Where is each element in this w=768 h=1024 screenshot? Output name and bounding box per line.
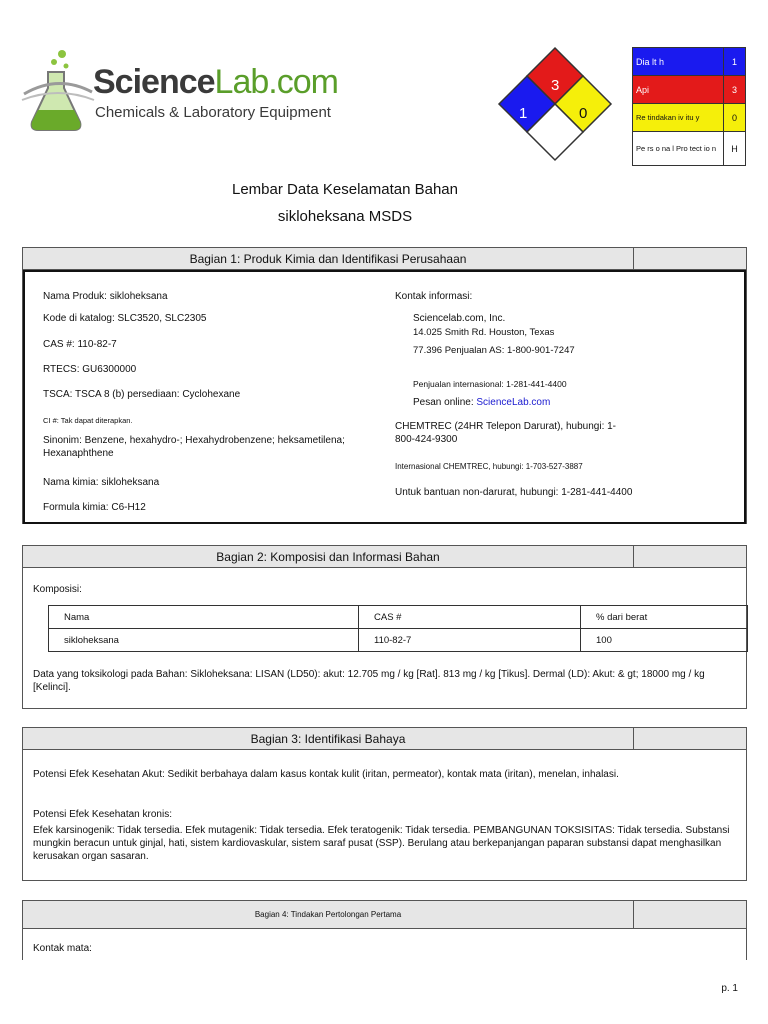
section-3-header	[23, 728, 746, 750]
hmis-value: 1	[724, 48, 746, 76]
section-2-heading: Bagian 2: Komposisi dan Informasi Bahan	[216, 549, 440, 564]
section-1-header	[23, 248, 746, 270]
acute-effects: Potensi Efek Kesehatan Akut: Sedikit berbahaya dalam kasus kontak kulit (iritan, permeator), kontak mata (iritan), menelan, inhalasi.	[33, 769, 619, 780]
hmis-value: 3	[724, 76, 746, 104]
non-emergency-phone: Untuk bantuan non-darurat, hubungi: 1-281-441-4400	[395, 487, 633, 498]
composition-header-row	[49, 606, 748, 629]
logo-brand-main: Science	[93, 63, 215, 101]
chemical-name: Nama kimia: sikloheksana	[43, 477, 160, 488]
logo-brand	[93, 64, 338, 100]
hmis-label: Re tindakan iv itu y	[633, 104, 724, 132]
column-header-cas: CAS #	[359, 606, 581, 629]
company-address: 14.025 Smith Rd. Houston, Texas	[413, 327, 555, 338]
logo-brand-com: .com	[268, 63, 338, 101]
nfpa-diamond	[495, 44, 615, 166]
section-1-body	[23, 270, 746, 524]
page-number: p. 1	[721, 983, 738, 994]
hmis-value: H	[724, 132, 746, 166]
section-3-heading: Bagian 3: Identifikasi Bahaya	[250, 731, 406, 746]
online-order	[413, 396, 550, 409]
online-order-label: Pesan online:	[413, 397, 477, 408]
hmis-label: Pe rs o na l Pro tect io n	[633, 132, 724, 166]
hmis-row-fire	[633, 76, 746, 104]
contact-label: Kontak informasi:	[395, 291, 473, 302]
section-4	[22, 900, 747, 960]
company-name: Sciencelab.com, Inc.	[413, 313, 506, 324]
hmis-value: 0	[724, 104, 746, 132]
cell-weight: 100	[581, 629, 748, 652]
section-1	[22, 247, 747, 524]
toxicology-data: Data yang toksikologi pada Bahan: Sikloheksana: LISAN (LD50): akut: 12.705 mg / kg [Rat]. 813 mg / kg [Tikus]. Dermal (LD): Akut: & gt; 18000 mg / kg [Kelinci].	[33, 669, 705, 693]
nfpa-reactivity-value: 0	[579, 105, 588, 122]
hmis-rating-table	[632, 47, 746, 166]
hmis-row-reactivity	[633, 104, 746, 132]
nfpa-health-value: 1	[519, 105, 528, 122]
ci-number: CI #: Tak dapat diterapkan.	[43, 416, 133, 425]
synonyms: Sinonim: Benzene, hexahydro-; Hexahydrobenzene; heksametilena; Hexanaphthene	[43, 435, 345, 459]
us-sales-phone: 77.396 Penjualan AS: 1-800-901-7247	[413, 345, 575, 356]
composition-table	[48, 605, 748, 652]
hmis-label: Api	[633, 76, 724, 104]
document-title: Lembar Data Keselamatan Bahan	[232, 181, 458, 198]
chemical-formula: Formula kimia: C6-H12	[43, 502, 146, 513]
section-4-header	[23, 901, 746, 929]
hmis-label: Dia lt h	[633, 48, 724, 76]
flask-icon	[18, 44, 98, 134]
document-subtitle: sikloheksana MSDS	[277, 208, 413, 225]
logo-tagline: Chemicals & Laboratory Equipment	[95, 104, 331, 121]
logo-brand-lab: Lab	[214, 63, 269, 101]
product-name: Nama Produk: sikloheksana	[43, 291, 168, 302]
cas-number: CAS #: 110-82-7	[43, 339, 117, 350]
intl-sales-phone: Penjualan internasional: 1-281-441-4400	[413, 379, 567, 389]
section-4-heading: Bagian 4: Tindakan Pertolongan Pertama	[254, 910, 402, 919]
table-row	[49, 629, 748, 652]
column-header-weight: % dari berat	[581, 606, 748, 629]
column-header-name: Nama	[49, 606, 359, 629]
section-1-heading: Bagian 1: Produk Kimia dan Identifikasi Perusahaan	[189, 251, 467, 266]
nfpa-fire-value: 3	[551, 77, 560, 94]
tsca-info: TSCA: TSCA 8 (b) persediaan: Cyclohexane	[43, 389, 241, 400]
sciencelab-link[interactable]: ScienceLab.com	[476, 397, 551, 408]
section-2-header	[23, 546, 746, 568]
composition-label: Komposisi:	[33, 584, 82, 595]
intl-chemtrec-phone: Internasional CHEMTREC, hubungi: 1-703-527-3887	[395, 462, 583, 471]
eye-contact-label: Kontak mata:	[33, 943, 92, 954]
chronic-effects-label: Potensi Efek Kesehatan kronis:	[33, 809, 172, 820]
rtecs-number: RTECS: GU6300000	[43, 364, 137, 375]
sciencelab-logo	[18, 44, 338, 134]
section-3	[22, 727, 747, 881]
chronic-effects: Efek karsinogenik: Tidak tersedia. Efek mutagenik: Tidak tersedia. Efek teratogenik: Tidak tersedia. PEMBANGUNAN TOKSISITAS: Tidak tersedia. Substansi mungkin beracun untuk ginjal, hati, sistem kardiovaskular, sistem saraf pusat (SSP). Berulang atau berkepanjangan paparan substansi dapat menghasilkan kerusakan organ sasaran.	[33, 825, 730, 862]
hmis-row-protection	[633, 132, 746, 166]
chemtrec-phone: CHEMTREC (24HR Telepon Darurat), hubungi: 1-800-424-9300	[395, 421, 617, 445]
hmis-row-health	[633, 48, 746, 76]
cell-name: sikloheksana	[49, 629, 359, 652]
cell-cas: 110-82-7	[359, 629, 581, 652]
catalog-code: Kode di katalog: SLC3520, SLC2305	[43, 313, 207, 324]
